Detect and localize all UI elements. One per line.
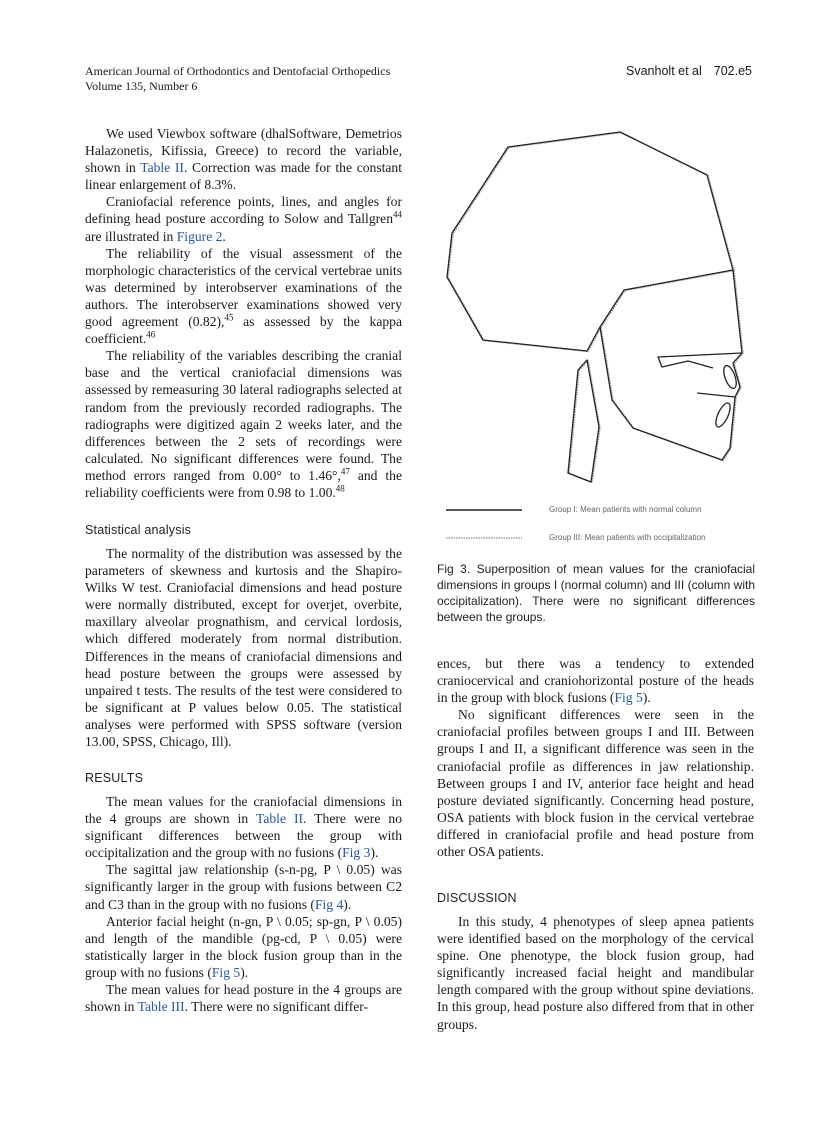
figure-link[interactable]: Fig 4 (314, 896, 344, 912)
paragraph: The mean values for the craniofacial dimensions in the 4 groups are shown in Table II. There were no significant differences between the group with occipitalization and the group with no fusions (Fig 3). (85, 794, 402, 861)
left-column-results (85, 793, 402, 1015)
paragraph: ences, but there was a tendency to extended craniocervical and craniohorizontal posture of the heads in the group with block fusions (Fig 5). (437, 656, 754, 706)
paragraph: The normality of the distribution was assessed by the parameters of skewness and kurtosis and the Shapiro-Wilks W test. Craniofacial dimensions and head posture were normally distributed, except for overjet, overbite, maxillary alveolar prognathism, and cervical lordosis, which differed moderately from normal distribution. Differences in the means of craniofacial dimensions and head posture between the groups were assessed by unpaired t tests. The results of the test were considered to be significant at P values below 0.05. The statistical analyses were performed with SPSS software (version 13.00, SPSS, Chicago, Ill). (85, 546, 402, 750)
group-i-tracing (447, 132, 742, 482)
lower-incisor (713, 401, 733, 429)
paragraph: The reliability of the variables describing the cranial base and the vertical craniofacial dimensions was assessed by remeasuring 30 lateral radiographs selected at random from the previously recorded radiographs. The radiographs were digitized again 2 weeks later, and the differences between the 2 sets of recordings were calculated. No significant differences were found. The method errors ranged from 0.00° to 1.46°,$^{47}$ and the reliability coefficients were from 0.98 to 1.00.48 (85, 348, 402, 500)
paragraph: In this study, 4 phenotypes of sleep apnea patients were identified based on the morphology of the cervical spine. One phenotype, the block fusion group, had significantly increased facial height and mandibular length compared with the group without spine deviations. In this group, head posture also differed from that in other groups. (437, 914, 754, 1032)
figure-link[interactable]: Figure 2 (176, 228, 223, 244)
left-column-statistics (85, 545, 402, 750)
figure-link[interactable]: Fig 3 (342, 845, 371, 861)
citation[interactable]: 48 (335, 483, 345, 494)
figure-caption: Fig 3. Superposition of mean values for the craniofacial dimensions in groups I (normal column) and III (column with occipitalization). There were no significant differences between the groups. (437, 562, 755, 624)
table-link[interactable]: Table II (255, 811, 304, 827)
figure-link[interactable]: Fig 5 (211, 964, 241, 980)
paragraph: We used Viewbox software (dhalSoftware, Demetrios Halazonetis, Kifissia, Greece) to record the variable, shown in Table II. Correction was made for the constant linear enlargement of 8.3%. (85, 126, 402, 193)
paragraph: The mean values for head posture in the 4 groups are shown in Table III. There were no significant differ- (85, 982, 402, 1015)
paragraph: No significant differences were seen in the craniofacial profiles between groups I and III. Between groups I and II, a significant difference was seen in the craniofacial profile as differences in jaw relationship. Between groups I and IV, anterior face height and head posture deviated significantly. Concerning head posture, OSA patients with block fusion in the cervical vertebrae differed in craniofacial profile and head posture from other OSA patients. (437, 707, 754, 860)
group-iii-tracing (448, 133, 743, 483)
face-outline-group-iii (601, 271, 743, 461)
cranium-outline-group-i (447, 132, 733, 351)
figure-3-cephalometric-superposition (0, 0, 838, 560)
citation[interactable]: 47 (340, 466, 350, 477)
paragraph: Anterior facial height (n-gn, P \ 0.05; sp-gn, P \ 0.05) and length of the mandible (pg-cd, P \ 0.05) were statistically larger in the block fusion group than in the group with no fusions (Fig 5). (85, 913, 402, 980)
legend-group-iii: Group III: Mean patients with occipitalization (549, 533, 706, 542)
figure-link[interactable]: Fig 5 (614, 690, 643, 706)
paragraph: Craniofacial reference points, lines, and angles for defining head posture according to Solow and Tallgren$^{44}$ are illustrated in Figure 2. (85, 194, 402, 244)
section-heading-discussion: DISCUSSION (437, 891, 517, 905)
legend-group-i: Group I: Mean patients with normal column (549, 505, 702, 514)
citation[interactable]: 44 (393, 209, 402, 220)
palatal-line (658, 353, 742, 368)
authors: Svanholt et al (626, 64, 702, 78)
right-column-discussion (437, 913, 754, 1033)
journal-volume: Volume 135, Number 6 (85, 79, 198, 93)
page-number: 702.e5 (713, 64, 752, 78)
paragraph: The reliability of the visual assessment of the morphologic characteristics of the cervical vertebrae units was determined by interobserver examinations of the authors. The interobserver examinations showed very good agreement (0.82),$^{45}$ as assessed by the kappa coefficient.$^{46}$ (85, 245, 402, 347)
journal-name: American Journal of Orthodontics and Dentofacial Orthopedics (85, 64, 391, 78)
cranium-outline-group-iii (448, 133, 734, 352)
citation[interactable]: 46 (146, 329, 156, 340)
table-link[interactable]: Table III (137, 999, 185, 1015)
upper-incisor (721, 364, 739, 390)
citation[interactable]: 45 (224, 312, 234, 323)
table-link[interactable]: Table II (140, 160, 184, 176)
section-heading-statistical-analysis: Statistical analysis (85, 523, 192, 537)
paragraph: The sagittal jaw relationship (s-n-pg, P \ 0.05) was significantly larger in the group with fusions between C2 and C3 than in the group with no fusions (Fig 4). (85, 862, 402, 912)
occlusal-line (697, 393, 735, 397)
right-column-results (437, 655, 754, 860)
section-heading-results: RESULTS (85, 771, 144, 785)
